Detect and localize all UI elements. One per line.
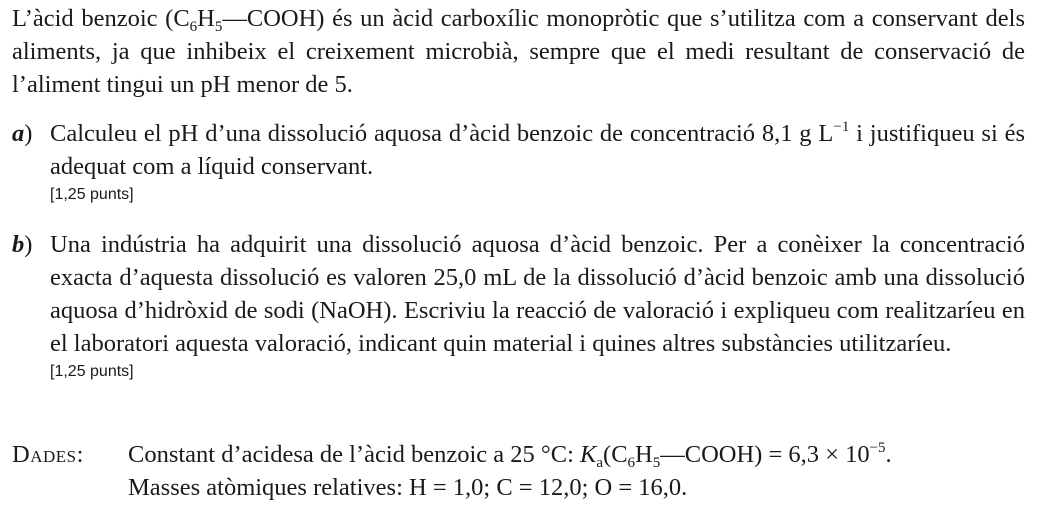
data-lines <box>128 438 1025 504</box>
data-label: Dades: <box>12 441 84 468</box>
intro-subscript-5: 5 <box>214 19 223 35</box>
formula-open: (C <box>603 441 628 468</box>
intro-h: H <box>197 5 215 32</box>
formula-close: —COOH) = 6,3 × 10 <box>660 441 870 468</box>
ka-exponent: −5 <box>869 440 886 456</box>
formula-subscript-5: 5 <box>652 455 661 471</box>
question-a-text-before: Calculeu el pH d’una dissolució aquosa d’àcid benzoic de concentració 8,1 g L <box>50 120 834 147</box>
data-section <box>12 438 1025 504</box>
question-a-paren: ) <box>24 120 33 147</box>
intro-paragraph <box>12 2 1025 101</box>
question-a-letter: a <box>12 120 25 147</box>
question-b-label <box>12 228 32 261</box>
data-line1-end: . <box>885 441 892 468</box>
intro-text-2: —COOH) és un àcid carboxílic monopròtic que s’utilitza com a conservant dels aliments, ja que inhibeix el creixement microbià, sempre que el medi resultant de conservació de l’aliment tingui un pH menor de 5. <box>12 5 1025 98</box>
question-a-exponent: −1 <box>833 119 850 135</box>
question-b-paren: ) <box>24 231 33 258</box>
question-b-points: [1,25 punts] <box>50 363 134 380</box>
intro-text-1: L’àcid benzoic (C <box>12 5 190 32</box>
formula-subscript-6: 6 <box>627 455 636 471</box>
data-line-atomic-masses: Masses atòmiques relatives: H = 1,0; C = 12,0; O = 16,0. <box>128 474 688 501</box>
data-line1-text: Constant d’acidesa de l’àcid benzoic a 25 °C: <box>128 441 581 468</box>
question-b-text: Una indústria ha adquirit una dissolució aquosa d’àcid benzoic. Per a conèixer la concentració exacta d’aquesta dissolució es valoren 25,0 mL de la dissolució d’àcid benzoic amb una dissolució aquosa d’hidròxid de sodi (NaOH). Escriviu la reacció de valoració i expliqueu com realitzaríeu en el laboratori aquesta valoració, indicant quin material i quines altres substàncies utilitzaríeu. <box>50 231 1025 357</box>
data-line-acidity-constant <box>128 438 1025 471</box>
question-a-points: [1,25 punts] <box>50 186 134 203</box>
question-a-label <box>12 117 32 150</box>
question-a <box>12 117 1025 207</box>
formula-h: H <box>635 441 653 468</box>
ka-symbol: K <box>580 441 597 468</box>
question-a-text-after: i justifiqueu si és adequat com a líquid conservant. <box>50 120 1026 180</box>
ka-subscript: a <box>596 455 604 471</box>
question-b-letter: b <box>12 231 25 258</box>
intro-subscript-6: 6 <box>189 19 198 35</box>
question-a-text <box>50 117 1025 183</box>
question-b <box>12 228 1025 384</box>
